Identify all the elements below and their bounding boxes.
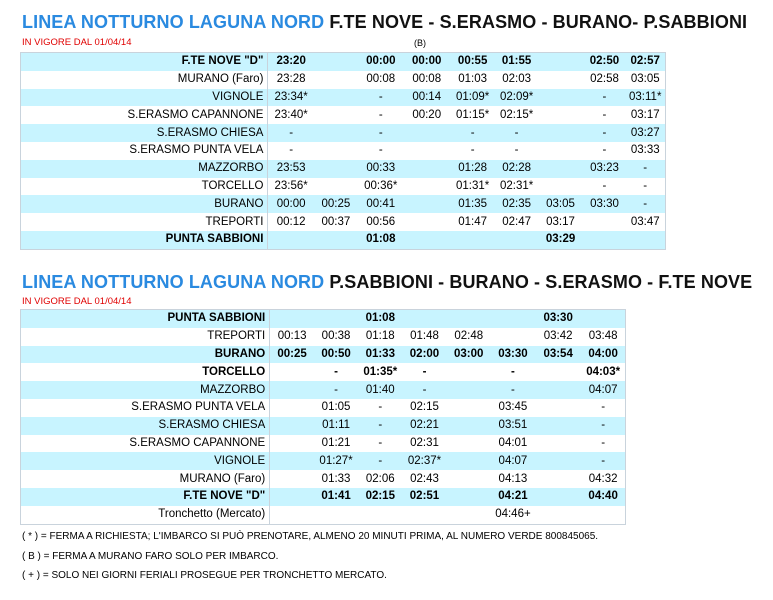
- departure-time: 00:00: [404, 53, 450, 71]
- validity-date: IN VIGORE DAL 01/04/14: [22, 37, 132, 48]
- stop-name: MAZZORBO: [21, 381, 270, 399]
- departure-time: [404, 195, 450, 213]
- departure-time: 03:48: [581, 328, 625, 346]
- timetable-row: [21, 363, 626, 381]
- departure-time: [538, 89, 584, 107]
- timetable-row: [21, 452, 626, 470]
- departure-time: [314, 124, 358, 142]
- departure-time: 00:25: [270, 346, 314, 364]
- departure-time: [314, 142, 358, 160]
- departure-time: 01:40: [358, 381, 402, 399]
- timetable-row: [21, 142, 666, 160]
- departure-time: [538, 160, 584, 178]
- departure-time: [402, 310, 446, 328]
- departure-time: 23:20: [268, 53, 314, 71]
- departure-time: 02:09*: [496, 89, 538, 107]
- departure-time: [538, 53, 584, 71]
- departure-time: 03:54: [535, 346, 581, 364]
- timetable-row: [21, 435, 626, 453]
- stop-name: S.ERASMO CAPANNONE: [21, 435, 270, 453]
- departure-time: 01:08: [358, 310, 402, 328]
- footnote-plus: ( + ) = SOLO NEI GIORNI FERIALI PROSEGUE PER TRONCHETTO MERCATO.: [22, 570, 387, 581]
- departure-time: 03:30: [491, 346, 535, 364]
- departure-time: 01:35: [450, 195, 496, 213]
- departure-time: 00:25: [314, 195, 358, 213]
- departure-time: -: [496, 124, 538, 142]
- departure-time: -: [450, 124, 496, 142]
- departure-time: 00:20: [404, 106, 450, 124]
- departure-time: [447, 381, 491, 399]
- departure-time: [402, 506, 446, 524]
- stop-name: VIGNOLE: [21, 89, 268, 107]
- departure-time: [447, 417, 491, 435]
- departure-time: [447, 435, 491, 453]
- departure-time: 23:56*: [268, 178, 314, 196]
- departure-time: -: [581, 399, 625, 417]
- departure-time: [584, 213, 626, 231]
- departure-time: 04:07: [491, 452, 535, 470]
- departure-time: [268, 231, 314, 249]
- departure-time: 02:21: [402, 417, 446, 435]
- stop-name: S.ERASMO CAPANNONE: [21, 106, 268, 124]
- departure-time: 04:03*: [581, 363, 625, 381]
- timetable-row: [21, 160, 666, 178]
- departure-time: 04:13: [491, 470, 535, 488]
- departure-time: 00:12: [268, 213, 314, 231]
- departure-time: 01:31*: [450, 178, 496, 196]
- departure-time: -: [358, 106, 404, 124]
- departure-time: 00:36*: [358, 178, 404, 196]
- departure-time: [538, 71, 584, 89]
- departure-time: -: [584, 178, 626, 196]
- departure-time: -: [358, 452, 402, 470]
- departure-time: [447, 363, 491, 381]
- departure-time: [270, 417, 314, 435]
- stop-name: TREPORTI: [21, 328, 270, 346]
- departure-time: 03:30: [584, 195, 626, 213]
- note-b-marker: (B): [414, 38, 426, 48]
- departure-time: -: [584, 124, 626, 142]
- departure-time: [314, 231, 358, 249]
- timetable-2: [20, 309, 626, 525]
- departure-time: 00:33: [358, 160, 404, 178]
- departure-time: -: [450, 142, 496, 160]
- departure-time: 03:17: [538, 213, 584, 231]
- departure-time: 02:28: [496, 160, 538, 178]
- stop-name: MURANO (Faro): [21, 470, 270, 488]
- departure-time: [404, 142, 450, 160]
- departure-time: 00:41: [358, 195, 404, 213]
- departure-time: [538, 142, 584, 160]
- departure-time: 04:21: [491, 488, 535, 506]
- departure-time: -: [358, 417, 402, 435]
- departure-time: [491, 310, 535, 328]
- departure-time: -: [314, 381, 358, 399]
- departure-time: 03:33: [625, 142, 665, 160]
- departure-time: [314, 310, 358, 328]
- stop-name: MAZZORBO: [21, 160, 268, 178]
- departure-time: 02:15: [402, 399, 446, 417]
- departure-time: -: [358, 89, 404, 107]
- stop-name: BURANO: [21, 346, 270, 364]
- departure-time: 03:42: [535, 328, 581, 346]
- departure-time: -: [584, 142, 626, 160]
- departure-time: -: [358, 124, 404, 142]
- stop-name: S.ERASMO PUNTA VELA: [21, 142, 268, 160]
- timetable-row: [21, 470, 626, 488]
- departure-time: [314, 160, 358, 178]
- stop-name: BURANO: [21, 195, 268, 213]
- departure-time: 03:00: [447, 346, 491, 364]
- departure-time: 03:27: [625, 124, 665, 142]
- departure-time: [538, 178, 584, 196]
- departure-time: [314, 53, 358, 71]
- departure-time: -: [358, 435, 402, 453]
- timetable-row: [21, 231, 666, 249]
- departure-time: 02:51: [402, 488, 446, 506]
- departure-time: [314, 178, 358, 196]
- departure-time: [447, 488, 491, 506]
- departure-time: 01:41: [314, 488, 358, 506]
- departure-time: 01:33: [358, 346, 402, 364]
- departure-time: 00:55: [450, 53, 496, 71]
- departure-time: -: [314, 363, 358, 381]
- departure-time: [538, 124, 584, 142]
- departure-time: -: [491, 381, 535, 399]
- departure-time: 02:31: [402, 435, 446, 453]
- departure-time: 01:05: [314, 399, 358, 417]
- departure-time: [447, 452, 491, 470]
- departure-time: [447, 470, 491, 488]
- timetable-row: [21, 346, 626, 364]
- departure-time: 04:00: [581, 346, 625, 364]
- stop-name: S.ERASMO CHIESA: [21, 417, 270, 435]
- departure-time: 03:47: [625, 213, 665, 231]
- departure-time: 04:01: [491, 435, 535, 453]
- timetable-row: [21, 89, 666, 107]
- departure-time: -: [496, 142, 538, 160]
- departure-time: 03:30: [535, 310, 581, 328]
- stop-name: Tronchetto (Mercato): [21, 506, 270, 524]
- departure-time: 00:56: [358, 213, 404, 231]
- stop-name: TORCELLO: [21, 178, 268, 196]
- timetable-1-title: [22, 12, 747, 33]
- timetable-row: [21, 213, 666, 231]
- departure-time: 01:03: [450, 71, 496, 89]
- departure-time: 02:00: [402, 346, 446, 364]
- line-name: LINEA NOTTURNO LAGUNA NORD: [22, 12, 325, 32]
- departure-time: [535, 417, 581, 435]
- timetable-row: [21, 124, 666, 142]
- departure-time: 02:03: [496, 71, 538, 89]
- timetable-1: [20, 52, 666, 250]
- timetable-row: [21, 417, 626, 435]
- timetable-row: [21, 488, 626, 506]
- departure-time: -: [491, 363, 535, 381]
- route-name: F.TE NOVE - S.ERASMO - BURANO- P.SABBIONI: [329, 12, 748, 32]
- departure-time: 02:57: [625, 53, 665, 71]
- departure-time: 02:37*: [402, 452, 446, 470]
- departure-time: -: [402, 381, 446, 399]
- stop-name: VIGNOLE: [21, 452, 270, 470]
- departure-time: [270, 506, 314, 524]
- departure-time: 01:33: [314, 470, 358, 488]
- stop-name: PUNTA SABBIONI: [21, 231, 268, 249]
- line-name: LINEA NOTTURNO LAGUNA NORD: [22, 272, 325, 292]
- departure-time: 00:00: [358, 53, 404, 71]
- departure-time: -: [581, 435, 625, 453]
- departure-time: 03:29: [538, 231, 584, 249]
- timetable-row: [21, 310, 626, 328]
- departure-time: 01:21: [314, 435, 358, 453]
- departure-time: 03:45: [491, 399, 535, 417]
- departure-time: 04:07: [581, 381, 625, 399]
- departure-time: 02:47: [496, 213, 538, 231]
- departure-time: 01:47: [450, 213, 496, 231]
- departure-time: [581, 506, 625, 524]
- departure-time: -: [581, 452, 625, 470]
- departure-time: [314, 106, 358, 124]
- departure-time: 01:08: [358, 231, 404, 249]
- departure-time: [447, 310, 491, 328]
- timetable-2-title: [22, 272, 752, 293]
- departure-time: [535, 435, 581, 453]
- departure-time: 02:58: [584, 71, 626, 89]
- departure-time: [535, 488, 581, 506]
- departure-time: -: [584, 106, 626, 124]
- departure-time: 01:55: [496, 53, 538, 71]
- departure-time: 02:48: [447, 328, 491, 346]
- departure-time: 02:43: [402, 470, 446, 488]
- departure-time: [404, 213, 450, 231]
- departure-time: -: [358, 399, 402, 417]
- departure-time: [270, 310, 314, 328]
- departure-time: [535, 506, 581, 524]
- departure-time: [581, 310, 625, 328]
- departure-time: [538, 106, 584, 124]
- departure-time: [535, 381, 581, 399]
- departure-time: 02:15: [358, 488, 402, 506]
- departure-time: [491, 328, 535, 346]
- stop-name: TREPORTI: [21, 213, 268, 231]
- departure-time: 02:06: [358, 470, 402, 488]
- stop-name: MURANO (Faro): [21, 71, 268, 89]
- departure-time: [535, 363, 581, 381]
- timetable-row: [21, 399, 626, 417]
- stop-name: PUNTA SABBIONI: [21, 310, 270, 328]
- departure-time: 03:17: [625, 106, 665, 124]
- departure-time: [270, 381, 314, 399]
- departure-time: 00:38: [314, 328, 358, 346]
- departure-time: [404, 124, 450, 142]
- departure-time: 02:50: [584, 53, 626, 71]
- departure-time: 00:14: [404, 89, 450, 107]
- departure-time: [404, 231, 450, 249]
- departure-time: [270, 470, 314, 488]
- departure-time: [535, 470, 581, 488]
- departure-time: -: [358, 142, 404, 160]
- stop-name: S.ERASMO PUNTA VELA: [21, 399, 270, 417]
- departure-time: 03:05: [625, 71, 665, 89]
- departure-time: 03:23: [584, 160, 626, 178]
- timetable-row: [21, 328, 626, 346]
- departure-time: [447, 506, 491, 524]
- stop-name: TORCELLO: [21, 363, 270, 381]
- departure-time: 01:09*: [450, 89, 496, 107]
- departure-time: [535, 399, 581, 417]
- departure-time: [450, 231, 496, 249]
- departure-time: 01:15*: [450, 106, 496, 124]
- departure-time: 01:28: [450, 160, 496, 178]
- departure-time: -: [402, 363, 446, 381]
- departure-time: [404, 178, 450, 196]
- departure-time: 04:46+: [491, 506, 535, 524]
- timetable-row: [21, 195, 666, 213]
- departure-time: 04:32: [581, 470, 625, 488]
- departure-time: -: [625, 178, 665, 196]
- departure-time: [270, 452, 314, 470]
- departure-time: 01:35*: [358, 363, 402, 381]
- departure-time: [314, 506, 358, 524]
- departure-time: 01:18: [358, 328, 402, 346]
- departure-time: [535, 452, 581, 470]
- departure-time: 03:05: [538, 195, 584, 213]
- departure-time: 02:35: [496, 195, 538, 213]
- stop-name: F.TE NOVE "D": [21, 53, 268, 71]
- departure-time: [314, 71, 358, 89]
- departure-time: [625, 231, 665, 249]
- departure-time: 00:50: [314, 346, 358, 364]
- stop-name: S.ERASMO CHIESA: [21, 124, 268, 142]
- timetable-row: [21, 506, 626, 524]
- timetable-row: [21, 71, 666, 89]
- footnote-request-stop: ( * ) = FERMA A RICHIESTA; L'IMBARCO SI PUÒ PRENOTARE, ALMENO 20 MINUTI PRIMA, AL NUMERO VERDE 800845065.: [22, 531, 599, 542]
- departure-time: 23:34*: [268, 89, 314, 107]
- departure-time: -: [268, 142, 314, 160]
- footnote-b: ( B ) = FERMA A MURANO FARO SOLO PER IMBARCO.: [22, 551, 279, 562]
- departure-time: 02:15*: [496, 106, 538, 124]
- timetable-row: [21, 53, 666, 71]
- departure-time: 23:40*: [268, 106, 314, 124]
- departure-time: 03:51: [491, 417, 535, 435]
- departure-time: [358, 506, 402, 524]
- departure-time: [270, 488, 314, 506]
- departure-time: [496, 231, 538, 249]
- departure-time: 23:28: [268, 71, 314, 89]
- departure-time: [404, 160, 450, 178]
- departure-time: [270, 399, 314, 417]
- stop-name: F.TE NOVE "D": [21, 488, 270, 506]
- departure-time: [447, 399, 491, 417]
- departure-time: 01:48: [402, 328, 446, 346]
- departure-time: -: [625, 160, 665, 178]
- departure-time: [314, 89, 358, 107]
- validity-date: IN VIGORE DAL 01/04/14: [22, 296, 132, 307]
- departure-time: 04:40: [581, 488, 625, 506]
- departure-time: 02:31*: [496, 178, 538, 196]
- departure-time: -: [268, 124, 314, 142]
- departure-time: 03:11*: [625, 89, 665, 107]
- timetable-row: [21, 178, 666, 196]
- departure-time: 23:53: [268, 160, 314, 178]
- departure-time: 00:08: [404, 71, 450, 89]
- departure-time: 00:37: [314, 213, 358, 231]
- departure-time: 01:27*: [314, 452, 358, 470]
- route-name: P.SABBIONI - BURANO - S.ERASMO - F.TE NOVE: [329, 272, 753, 292]
- departure-time: 00:08: [358, 71, 404, 89]
- departure-time: 01:11: [314, 417, 358, 435]
- departure-time: [270, 363, 314, 381]
- departure-time: -: [584, 89, 626, 107]
- departure-time: -: [581, 417, 625, 435]
- departure-time: 00:13: [270, 328, 314, 346]
- departure-time: [270, 435, 314, 453]
- departure-time: -: [625, 195, 665, 213]
- timetable-row: [21, 381, 626, 399]
- departure-time: 00:00: [268, 195, 314, 213]
- timetable-row: [21, 106, 666, 124]
- departure-time: [584, 231, 626, 249]
